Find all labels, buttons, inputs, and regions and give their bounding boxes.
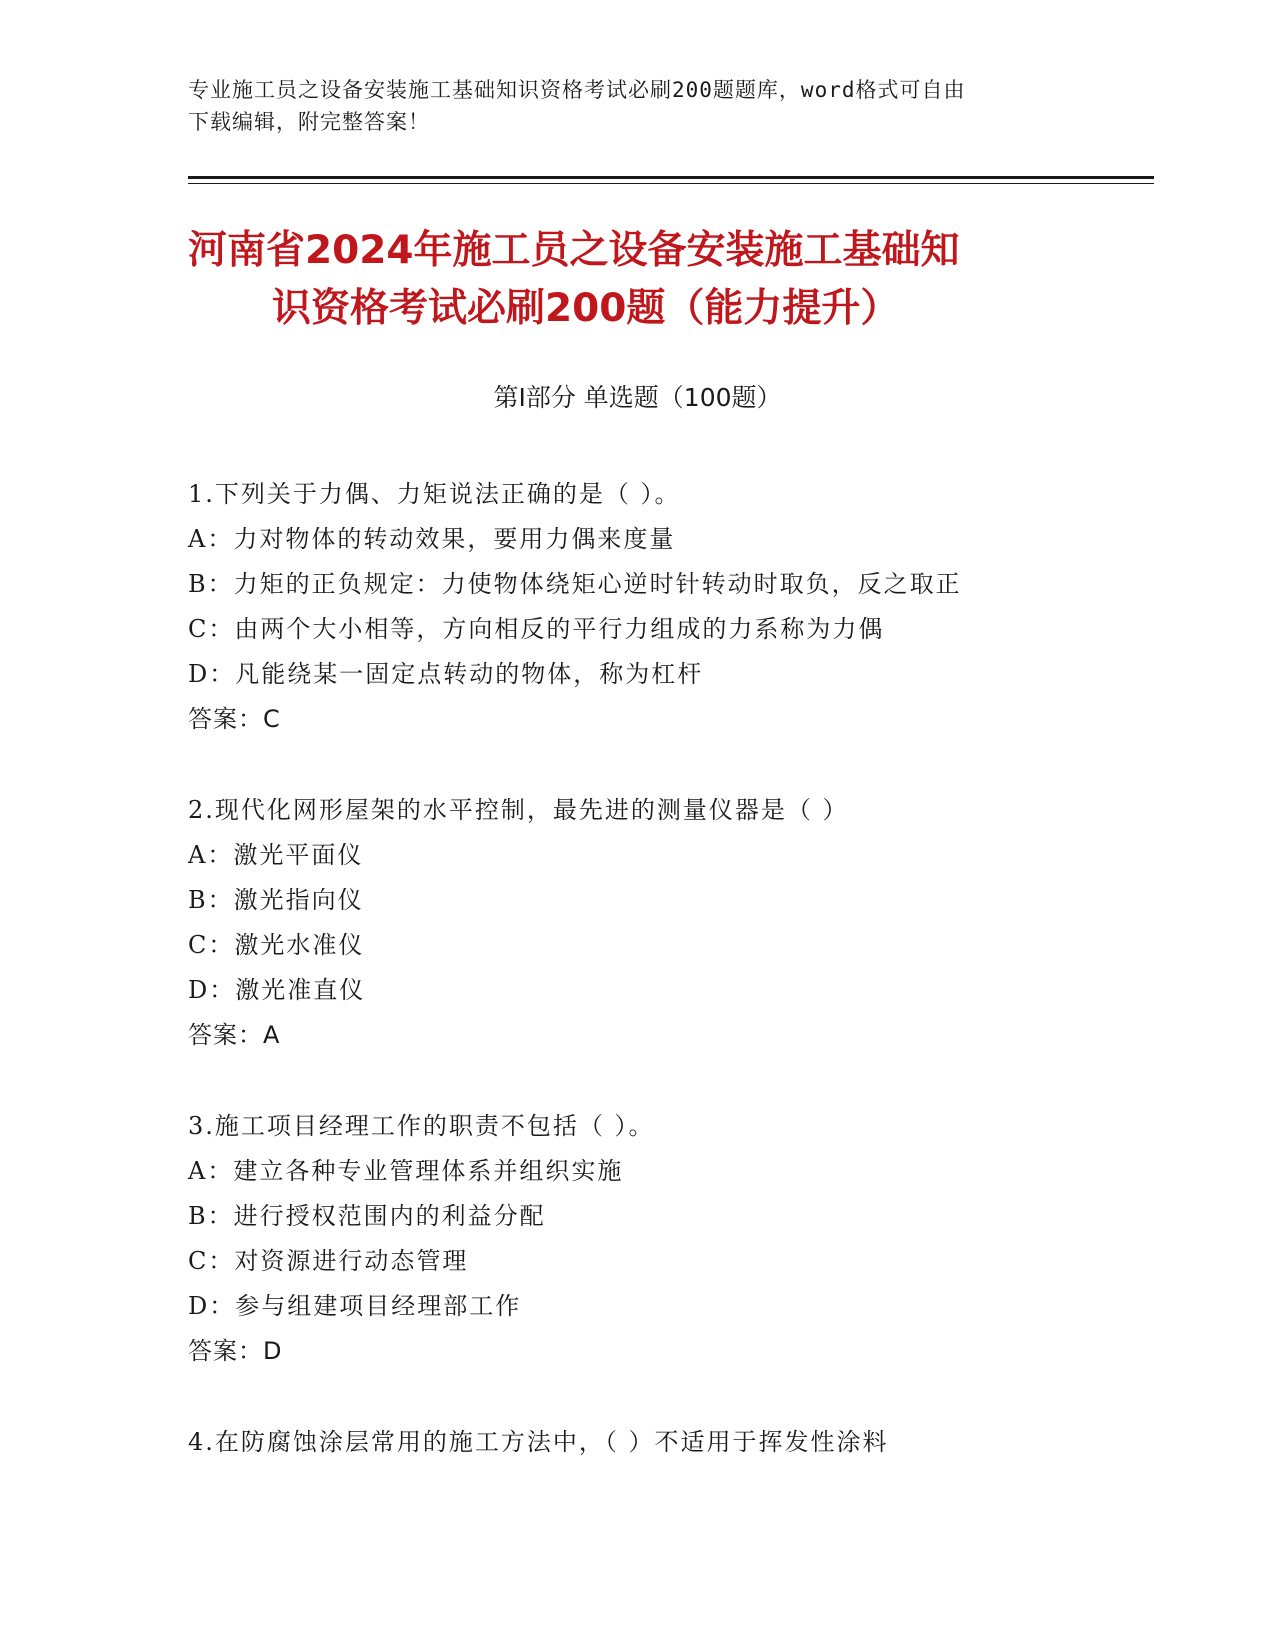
section-title: 第Ⅰ部分 单选题（100题） <box>493 383 782 412</box>
header-note <box>188 74 1088 138</box>
option-b: B：进行授权范围内的利益分配 <box>188 1202 546 1230</box>
question-4 <box>188 1420 1088 1465</box>
option-b: B：激光指向仪 <box>188 886 364 914</box>
question-stem: 2.现代化网形屋架的水平控制，最先进的测量仪器是（ ） <box>188 796 849 824</box>
option-c: C：激光水准仪 <box>188 931 365 959</box>
question-3 <box>188 1104 1088 1374</box>
option-c: C：由两个大小相等，方向相反的平行力组成的力系称为力偶 <box>188 615 885 643</box>
header-note-line2: 下载编辑，附完整答案！ <box>188 110 430 134</box>
option-c: C：对资源进行动态管理 <box>188 1247 469 1275</box>
option-a: A：激光平面仪 <box>188 841 364 869</box>
answer: 答案：C <box>188 705 281 733</box>
header-rule-thick <box>188 176 1154 179</box>
question-2 <box>188 788 1088 1058</box>
question-stem: 1.下列关于力偶、力矩说法正确的是（ ）。 <box>188 480 681 508</box>
option-b: B：力矩的正负规定：力使物体绕矩心逆时针转动时取负，反之取正 <box>188 570 962 598</box>
document-title <box>188 222 1088 338</box>
document-title-line2: 识资格考试必刷200题（能力提升） <box>272 286 900 331</box>
answer: 答案：A <box>188 1021 281 1049</box>
answer: 答案：D <box>188 1337 283 1365</box>
option-d: D：凡能绕某一固定点转动的物体，称为杠杆 <box>188 660 704 688</box>
document-title-line1: 河南省2024年施工员之设备安装施工基础知 <box>188 228 960 273</box>
question-stem: 4.在防腐蚀涂层常用的施工方法中，（ ）不适用于挥发性涂料 <box>188 1428 889 1456</box>
question-1 <box>188 472 1088 742</box>
option-a: A：建立各种专业管理体系并组织实施 <box>188 1157 624 1185</box>
question-list <box>188 472 1088 1511</box>
option-d: D：参与组建项目经理部工作 <box>188 1292 522 1320</box>
header-note-line1: 专业施工员之设备安装施工基础知识资格考试必刷200题题库，word格式可自由 <box>188 78 966 102</box>
option-a: A：力对物体的转动效果，要用力偶来度量 <box>188 525 676 553</box>
header-rule-thin <box>188 183 1154 184</box>
question-stem: 3.施工项目经理工作的职责不包括（ ）。 <box>188 1112 655 1140</box>
option-d: D：激光准直仪 <box>188 976 366 1004</box>
